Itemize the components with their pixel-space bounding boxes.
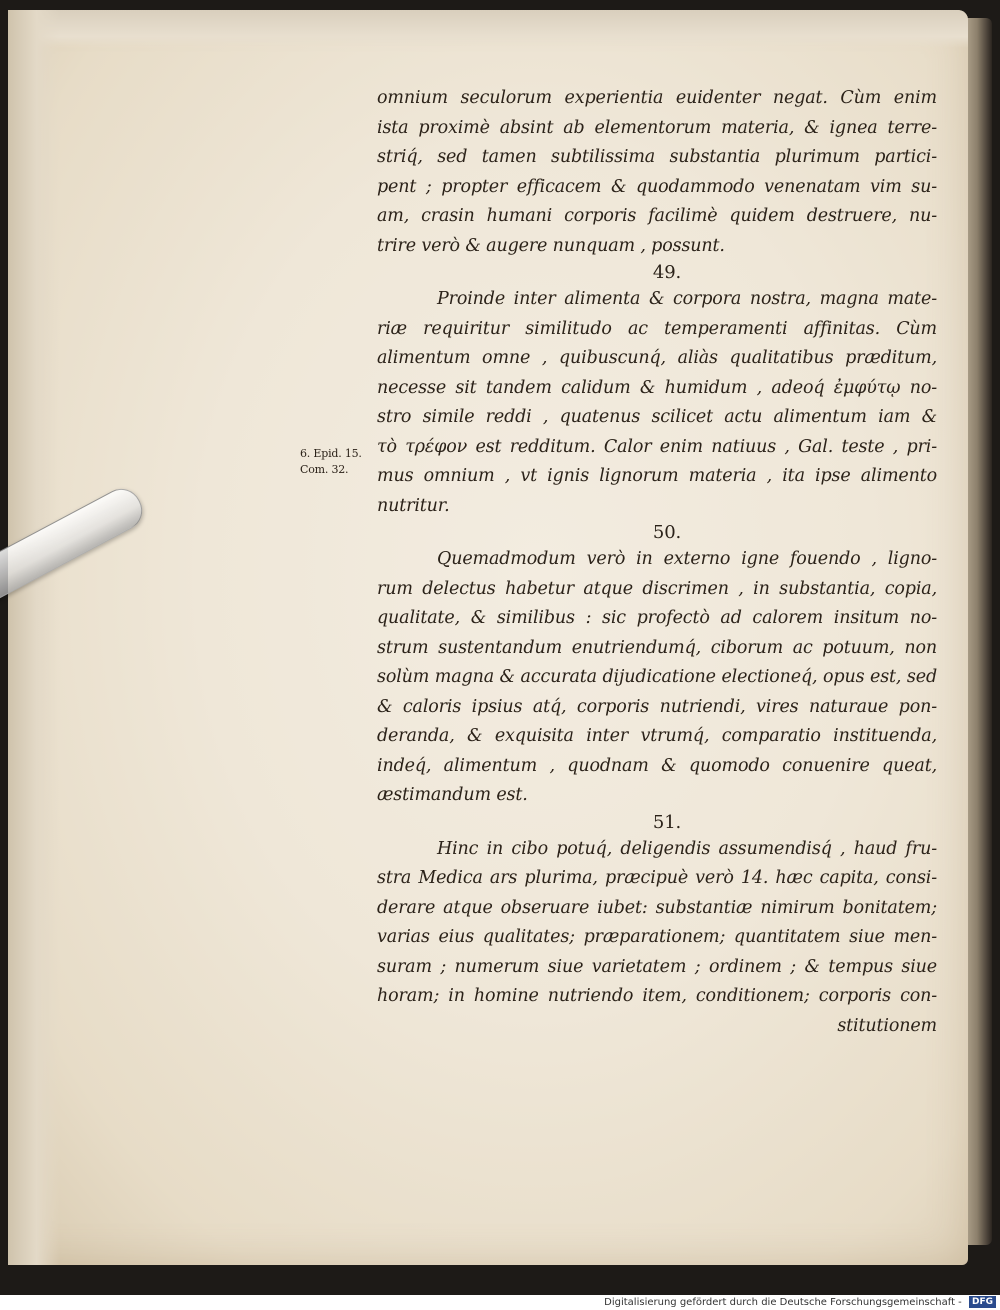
text-line: Quemadmodum verò in externo igne fouendo , ligno- [437, 549, 937, 569]
section-number-51: 51. [652, 811, 682, 833]
paragraph-50 [377, 545, 937, 811]
text-line: derare atque obseruare iubet: substantiæ nimirum bonitatem; [377, 897, 937, 918]
text-line: indeq́, alimentum , quodnam & quomodo conuenire queat, [377, 755, 937, 776]
text-line: ista proximè absint ab elementorum materia, & ignea terre- [377, 117, 937, 138]
paragraph-49 [377, 285, 937, 521]
margin-note [300, 446, 380, 478]
text-line: & caloris ipsius atq́, corporis nutriendi, vires naturaue pon- [377, 696, 937, 717]
text-line: strum sustentandum enutriendumq́, ciborum ac potuum, non [377, 637, 937, 658]
text-line: trire verò & augere nunquam , possunt. [377, 235, 725, 256]
text-line: solùm magna & accurata dijudicatione electioneq́, opus est, sed [377, 667, 937, 687]
text-line: necesse sit tandem calidum & humidum , adeoq́ ἐμφύτῳ no- [377, 377, 937, 398]
margin-note-line: 6. Epid. 15. [300, 447, 362, 460]
text-line: omnium seculorum experientia euidenter negat. Cùm enim [377, 88, 937, 108]
text-line: Hinc in cibo potuq́, deligendis assumendisq́ , haud fru- [437, 838, 937, 859]
text-line: qualitate, & similibus : sic profectò ad calorem insitum no- [377, 608, 937, 628]
text-line: suram ; numerum siue varietatem ; ordinem ; & tempus siue [377, 956, 937, 977]
section-number-49: 49. [652, 262, 682, 283]
text-line: riæ requiritur similitudo ac temperamenti affinitas. Cùm [377, 318, 937, 339]
text-line: stra Medica ars plurima, præcipuè verò 14. hæc capita, consi- [377, 868, 937, 888]
text-line: striq́, sed tamen subtilissima substantia plurimum partici- [377, 147, 937, 167]
page-left-fold [8, 10, 60, 1265]
page-text [377, 84, 937, 1041]
text-line: varias eius qualitates; præparationem; quantitatem siue men- [377, 927, 937, 947]
catchword: stitutionem [837, 1015, 937, 1036]
text-line: stro simile reddi , quatenus scilicet actu alimentum iam & [377, 407, 937, 427]
text-line: deranda, & exquisita inter vtrumq́, comparatio instituenda, [377, 726, 937, 746]
text-line: am, crasin humani corporis facilimè quidem destruere, nu- [377, 206, 937, 226]
text-line: æstimandum est. [377, 785, 528, 805]
margin-note-line: Com. 32. [300, 463, 349, 476]
page-top-fold [8, 10, 968, 48]
paragraph-48-end [377, 84, 937, 261]
text-line: horam; in homine nutriendo item, conditionem; corporis con- [377, 986, 937, 1006]
paragraph-51 [377, 835, 937, 1042]
text-line: Proinde inter alimenta & corpora nostra, magna mate- [437, 289, 937, 309]
text-line: nutritur. [377, 495, 450, 516]
text-line: rum delectus habetur atque discrimen , in substantia, copia, [377, 578, 937, 599]
section-number-50: 50. [652, 522, 682, 543]
text-line: pent ; propter efficacem & quodammodo venenatam vim su- [377, 176, 937, 197]
text-line: mus omnium , vt ignis lignorum materia , ita ipse alimento [377, 466, 937, 486]
text-line: τὸ τρέφον est redditum. Calor enim natiuus , Gal. teste , pri- [377, 436, 937, 457]
digitization-footer [0, 1295, 1000, 1310]
dfg-logo-icon: DFG [969, 1296, 996, 1308]
footer-text: Digitalisierung gefördert durch die Deutsche Forschungsgemeinschaft - [604, 1297, 962, 1308]
text-line: alimentum omne , quibuscunq́, aliàs qualitatibus præditum, [377, 348, 937, 368]
